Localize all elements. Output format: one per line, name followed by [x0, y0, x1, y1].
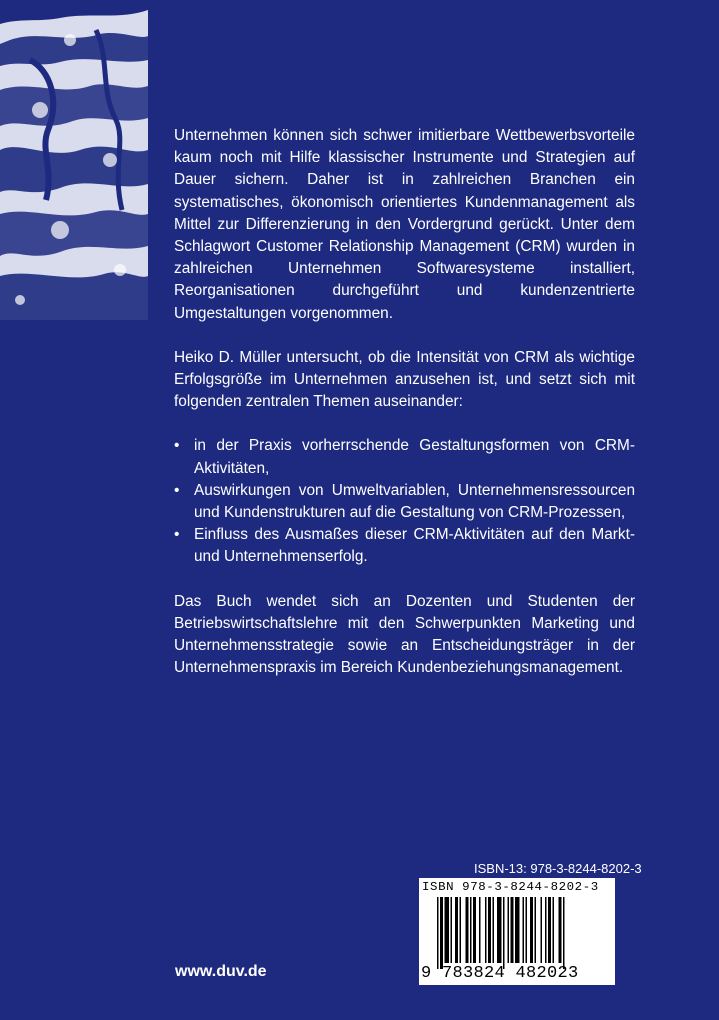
- barcode-bar: [530, 897, 533, 963]
- website-url: www.duv.de: [175, 963, 267, 980]
- barcode-bar: [541, 897, 543, 963]
- barcode-bar: [485, 897, 487, 963]
- isbn-label: ISBN-13: 978-3-8244-8202-3: [474, 861, 642, 876]
- barcode-bar: [545, 897, 547, 963]
- barcode-bar: [526, 897, 528, 963]
- barcode-bar: [508, 897, 510, 963]
- barcode-bar: [511, 897, 514, 963]
- barcode-bar: [473, 897, 476, 963]
- barcode-bar: [488, 897, 491, 963]
- barcode-bar: [497, 897, 502, 963]
- barcode-bar: [437, 897, 439, 969]
- barcode-bar: [548, 897, 551, 963]
- barcode-bar: [503, 897, 505, 969]
- barcode-bar: [479, 897, 481, 963]
- list-item: [174, 524, 635, 568]
- barcode-bar: [466, 897, 469, 963]
- barcode-digits: 9 783824 482023: [421, 964, 579, 983]
- paragraph-audience: Das Buch wendet sich an Dozenten und Studenten der Betriebswirtschaftslehre mit den Schwerpunkten Marketing und Unternehmensstrategie sowie an Entscheidungsträger in der Unternehmenspraxis im Bereich Kundenbeziehungsmanagement.: [174, 592, 635, 677]
- bullet-icon: •: [174, 437, 180, 455]
- barcode-bar: [563, 897, 565, 969]
- bullet-icon: •: [174, 526, 180, 544]
- barcode-bar: [470, 897, 472, 963]
- barcode-bar: [559, 897, 562, 963]
- list-item: [174, 435, 635, 479]
- description-text: [174, 125, 635, 679]
- barcode-bar: [460, 897, 462, 963]
- list-item: [174, 480, 635, 524]
- barcode-bar: [535, 897, 537, 963]
- bullet-icon: •: [174, 481, 180, 499]
- list-item-text: in der Praxis vorherrschende Gestaltungsformen von CRM-Aktivitäten,: [194, 437, 635, 477]
- barcode: [419, 878, 615, 985]
- paragraph-intro: Unternehmen können sich schwer imitierbare Wettbewerbsvorteile kaum noch mit Hilfe klassischer Instrumente und Strategien auf Dauer sichern. Daher ist in zahlreichen Branchen ein systematisches, ökonomisch orientiertes Kundenmanagement als Mittel zur Differenzierung in den Vordergrund gerückt. Unter dem Schlagwort Customer Relationship Management (CRM) wurden in zahlreichen Unternehmen Softwaresysteme installiert, Reorganisationen durchgeführt und kundenzentrierte Umgestaltungen vorgenommen.: [174, 127, 635, 322]
- barcode-bar: [493, 897, 495, 963]
- globe-image: [0, 0, 148, 320]
- barcode-bar: [445, 897, 450, 963]
- topic-list: [174, 435, 635, 568]
- barcode-bar: [440, 897, 443, 969]
- barcode-bar: [523, 897, 525, 963]
- barcode-isbn-text: ISBN 978-3-8244-8202-3: [422, 880, 599, 894]
- barcode-bar: [553, 897, 555, 963]
- barcode-bar: [515, 897, 520, 963]
- list-item-text: Einfluss des Ausmaßes dieser CRM-Aktivitäten auf den Markt- und Unternehmenserfolg.: [194, 526, 635, 566]
- barcode-bar: [455, 897, 458, 963]
- list-item-text: Auswirkungen von Umweltvariablen, Unternehmensressourcen und Kundenstrukturen auf die Gestaltung von CRM-Prozessen,: [194, 481, 635, 522]
- barcode-bar: [451, 897, 453, 963]
- paragraph-author: Heiko D. Müller untersucht, ob die Intensität von CRM als wichtige Erfolgsgröße im Unternehmen anzusehen ist, und setzt sich mit folgenden zentralen Themen auseinander:: [174, 348, 635, 411]
